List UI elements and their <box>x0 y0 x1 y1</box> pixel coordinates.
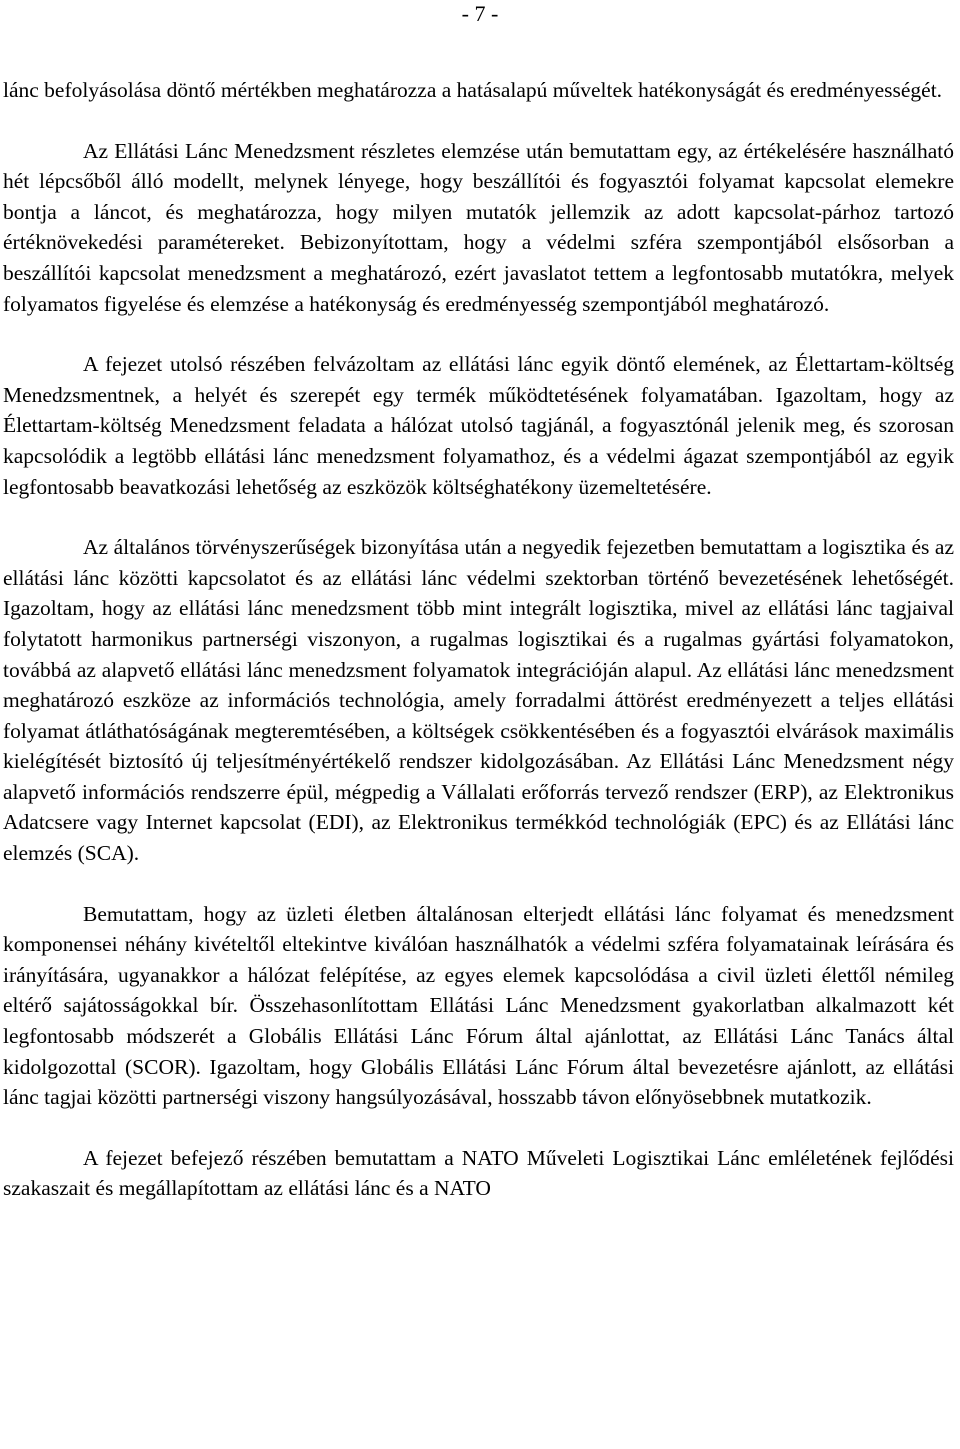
document-body <box>3 75 954 1204</box>
paragraph-4: Az általános törvényszerűségek bizonyítása után a negyedik fejezetben bemutattam a logisztika és az ellátási lánc közötti kapcsolatot és az ellátási lánc védelmi szektorban történő bevezetésének lehetőségét. Igazoltam, hogy az ellátási lánc menedzsment több mint integrált logisztika, mivel az ellátási lánc tagjaival folytatott harmonikus partnerségi viszonyon, a rugalmas logisztikai és a rugalmas gyártási folyamatokon, továbbá az alapvető ellátási lánc menedzsment folyamatok integrációján alapul. Az ellátási lánc menedzsment meghatározó eszköze az információs technológia, amely forradalmi áttörést eredményezett a teljes ellátási folyamat átláthatóságának megteremtésében, a költségek csökkentésében és a fogyasztói elvárások maximális kielégítését biztosító új teljesítményértékelő rendszer kidolgozásában. Az Ellátási Lánc Menedzsment négy alapvető információs rendszerre épül, mégpedig a Vállalati erőforrás tervező rendszer (ERP), az Elektronikus Adatcsere vagy Internet kapcsolat (EDI), az Elektronikus termékkód technológiák (EPC) és az Ellátási lánc elemzés (SCA). <box>3 535 954 866</box>
paragraph-2: Az Ellátási Lánc Menedzsment részletes elemzése után bemutattam egy, az értékelésére használható hét lépcsőből álló modellt, melynek lényege, hogy beszállítói és fogyasztói folyamat kapcsolat elemekre bontja a láncot, és meghatározza, hogy milyen mutatók jellemzik az adott kapcsolat-párhoz tartozó értéknövekedési paramétereket. Bebizonyítottam, hogy a védelmi szféra szempontjából elsősorban a beszállítói kapcsolat menedzsment a meghatározó, ezért javaslatot tettem a legfontosabb mutatókra, melyek folyamatos figyelése és elemzése a hatékonyság és eredményesség szempontjából meghatározó. <box>3 138 954 316</box>
paragraph-1: lánc befolyásolása döntő mértékben meghatározza a hatásalapú műveltek hatékonyságát és eredményességét. <box>3 78 943 102</box>
paragraph-3: A fejezet utolsó részében felvázoltam az ellátási lánc egyik döntő elemének, az Élettartam-költség Menedzsmentnek, a helyét és szerepét egy termék működtetésének folyamatában. Igazoltam, hogy az Élettartam-költség Menedzsment feladata a hálózat utolsó tagjánál, a fogyasztónál jelenik meg, és szorosan kapcsolódik a legtöbb ellátási lánc menedzsment folyamathoz, és a védelmi ágazat szempontjából az egyik legfontosabb beavatkozási lehetőség az eszközök költséghatékony üzemeltetésére. <box>3 352 954 499</box>
page-number: - 7 - <box>461 1 499 26</box>
paragraph-6: A fejezet befejező részében bemutattam a NATO Műveleti Logisztikai Lánc emléletének fejlődési szakaszait és megállapítottam az ellátási lánc és a NATO <box>3 1145 954 1201</box>
paragraph-5: Bemutattam, hogy az üzleti életben általánosan elterjedt ellátási lánc folyamat és menedzsment komponensei néhány kivételtől eltekintve kiválóan használhatók a védelmi szféra folyamatainak leírására és irányítására, ugyanakkor a hálózat felépítése, az egyes elemek kapcsolódása a civil üzleti élettől némileg eltérő sajátosságokkal bír. Összehasonlítottam Ellátási Lánc Menedzsment gyakorlatban alkalmazott két legfontosabb módszerét a Globális Ellátási Lánc Fórum által ajánlottat, az Ellátási Lánc Tanács által kidolgozottal (SCOR). Igazoltam, hogy Globális Ellátási Lánc Fórum által bevezetésre ajánlott, az ellátási lánc tagjai közötti partnerségi viszony hangsúlyozásával, hosszabb távon előnyösebbnek mutatkozik. <box>3 901 954 1110</box>
